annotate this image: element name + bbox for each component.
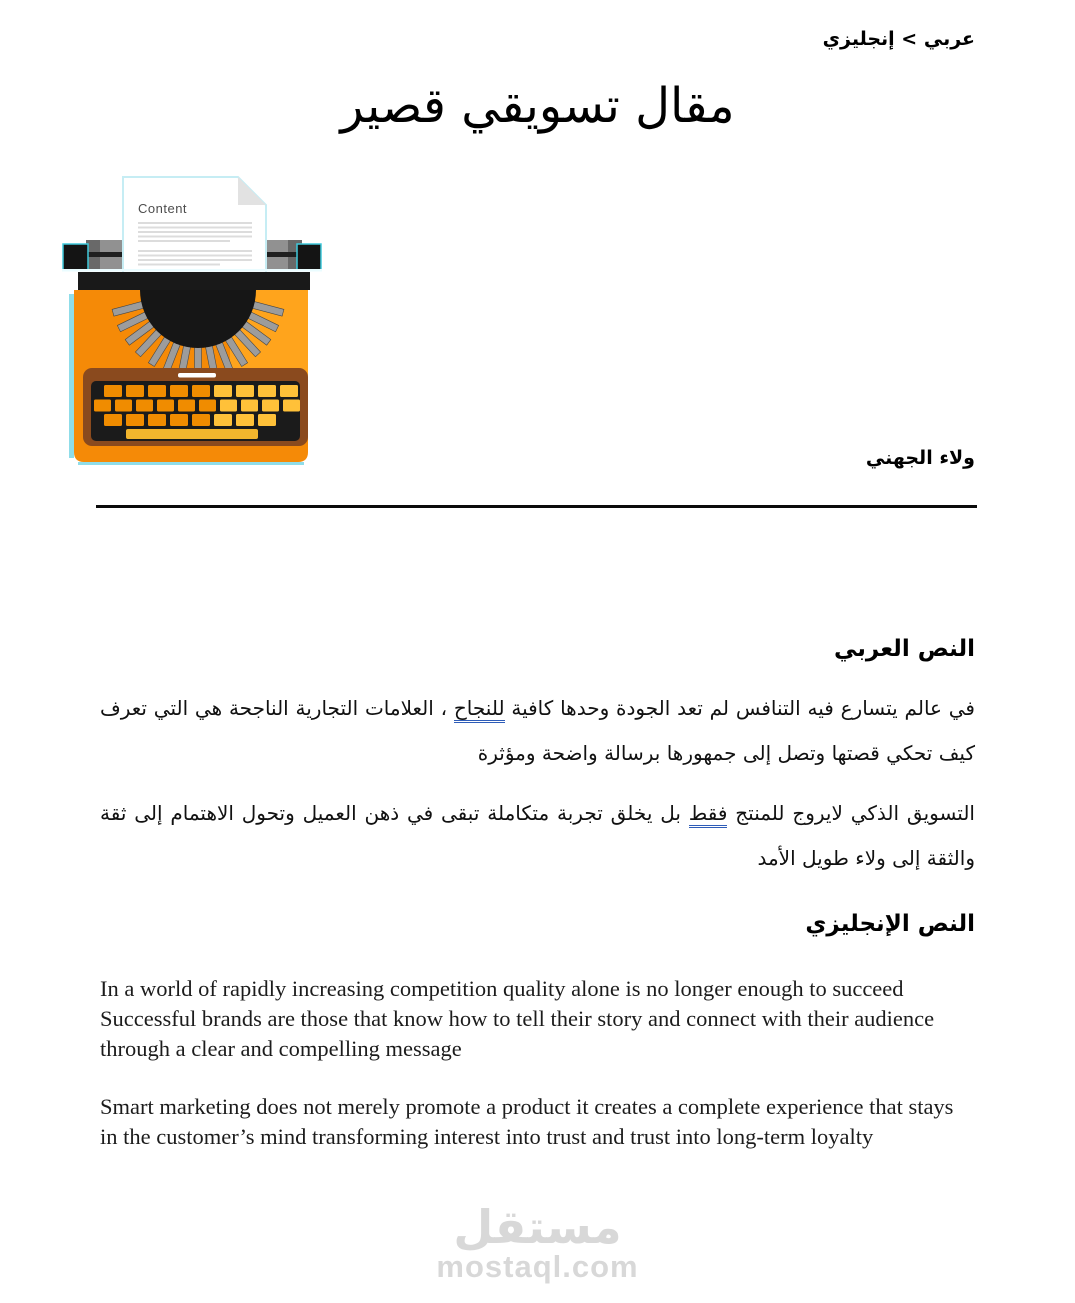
author-name: ولاء الجهني — [865, 447, 975, 469]
text-segment: التسويق الذكي لايروج للمنتج — [727, 801, 975, 825]
mostaql-watermark — [0, 1200, 1075, 1285]
typewriter-illustration — [62, 166, 322, 466]
text-segment: في عالم يتسارع فيه التنافس لم تعد الجودة وحدها كافية — [504, 696, 975, 720]
platen-knob-right — [297, 244, 321, 270]
arabic-paragraph — [100, 686, 975, 776]
typewriter-keyboard — [83, 368, 308, 446]
keyboard-dash — [178, 373, 216, 378]
paper-fold-corner — [238, 177, 266, 205]
english-section-heading: النص الإنجليزي — [805, 911, 975, 937]
carriage-highlight-line — [62, 269, 322, 272]
paper-label: Content — [138, 201, 188, 216]
text-segment: ، العلامات التجارية الناجحة هي التي تعرف كيف تحكي قصتها وتصل إلى جمهورها برسالة واضحة ومؤثرة — [100, 696, 975, 765]
page-title: مقال تسويقي قصير — [340, 78, 735, 134]
carriage-bar — [78, 272, 310, 290]
platen-knob-left — [63, 244, 88, 270]
mostaql-site-url: mostaql.com — [436, 1249, 639, 1285]
grammar-flagged-word: للنجاح — [454, 696, 505, 723]
mostaql-logo-text: مستقل — [453, 1200, 622, 1254]
translation-direction-label: عربي > إنجليزي — [822, 28, 975, 50]
spacebar-key — [126, 429, 258, 439]
arabic-section-heading: النص العربي — [833, 636, 975, 662]
text-segment: بل يخلق تجربة متكاملة تبقى في ذهن العميل وتحول الاهتمام إلى ثقة والثقة إلى ولاء طويل الأمد — [100, 801, 975, 870]
key-row-1 — [104, 385, 298, 397]
english-paragraph: Smart marketing does not merely promote a product it creates a complete experience that stays in the customer’s mind transforming interest into trust and trust into long-term loyalty — [100, 1094, 954, 1149]
english-paragraph: In a world of rapidly increasing competition quality alone is no longer enough to succeed Successful brands are those that know how to tell their story and connect with their audience through a clear and compelling message — [100, 976, 935, 1061]
horizontal-divider — [96, 505, 977, 508]
arabic-paragraph — [100, 791, 975, 881]
grammar-flagged-word: فقط — [689, 801, 728, 828]
typewriter-svg — [62, 166, 322, 466]
